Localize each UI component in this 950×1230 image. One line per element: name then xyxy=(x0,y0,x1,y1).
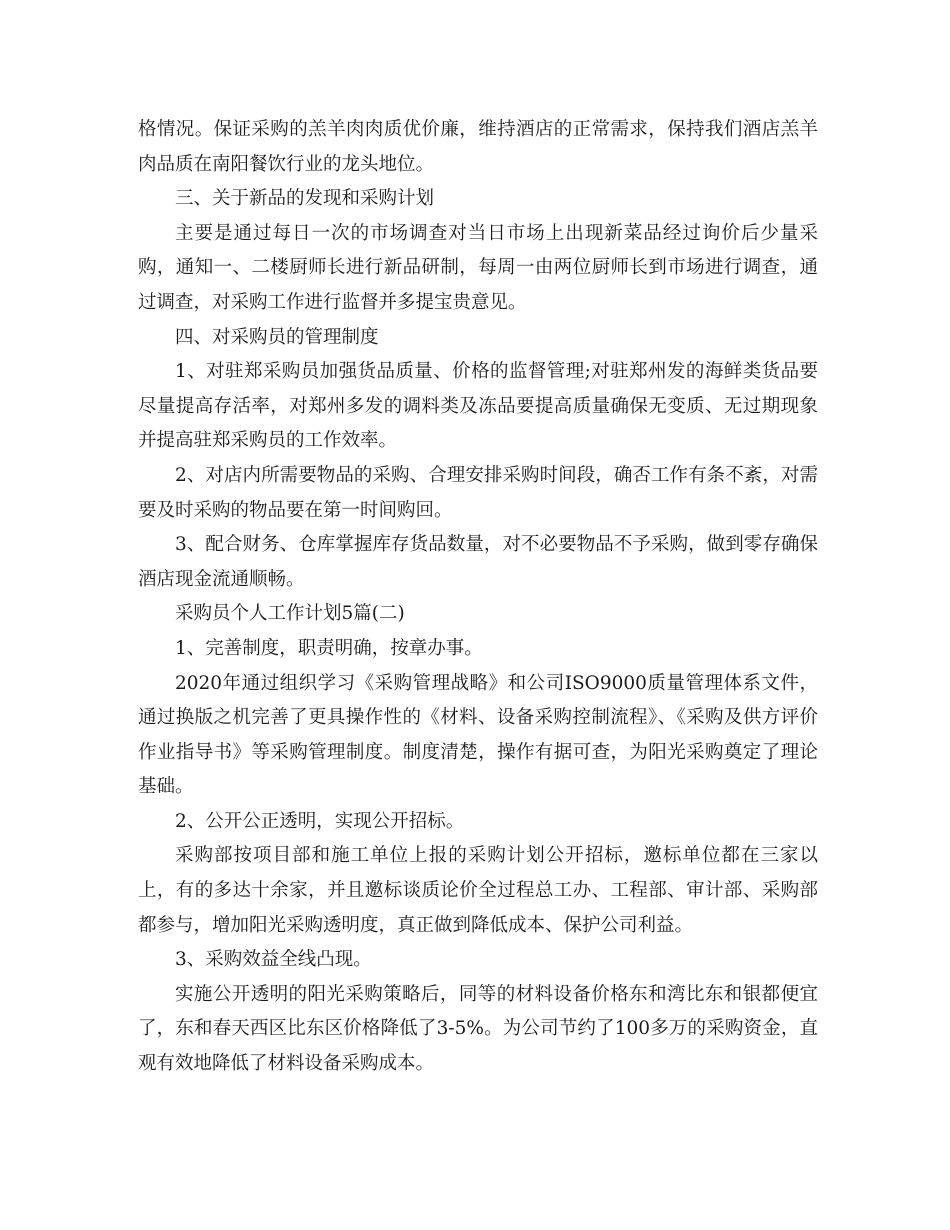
paragraph-cost-savings: 实施公开透明的阳光采购策略后，同等的材料设备价格东和湾比东和银都便宜了，东和春天西区比东区价格降低了3-5%。为公司节约了100多万的采购资金，直观有效地降低了材料设备采购成本。 xyxy=(138,983,818,1075)
section-heading-new-products: 三、关于新品的发现和采购计划 xyxy=(175,188,435,210)
paragraph-market-survey: 主要是通过每日一次的市场调查对当日市场上出现新菜品经过询价后少量采购，通知一、二楼厨师长进行新品研制，每周一由两位厨师长到市场进行调查，通过调查，对采购工作进行监督并多提宝贵意见。 xyxy=(138,222,818,313)
list-item-procurement-benefits: 3、采购效益全线凸现。 xyxy=(175,949,372,971)
list-item-open-tender: 2、公开公正透明，实现公开招标。 xyxy=(175,810,465,832)
list-item-store-purchasing: 2、对店内所需要物品的采购、合理安排采购时间段，确否工作有条不紊，对需要及时采购的物品要在第一时间购回。 xyxy=(138,464,818,521)
list-item-zhengzhou-buyer: 1、对驻郑采购员加强货品质量、价格的监督管理;对驻郑州发的海鲜类货品要尽量提高存活率，对郑州多发的调料类及冻品要提高质量确保无变质、无过期现象并提高驻郑采购员的工作效率。 xyxy=(138,361,818,452)
paragraph-tender-process: 采购部按项目部和施工单位上报的采购计划公开招标，邀标单位都在三家以上，有的多达十余家，并且邀标谈质论价全过程总工办、工程部、审计部、采购部都参与，增加阳光采购透明度，真正做到降低成本、保护公司利益。 xyxy=(138,845,818,936)
paragraph-continuation: 格情况。保证采购的羔羊肉肉质优价廉，维持酒店的正常需求，保持我们酒店羔羊肉品质在南阳餐饮行业的龙头地位。 xyxy=(138,119,818,175)
paragraph-iso9000: 2020年通过组织学习《采购管理战略》和公司ISO9000质量管理体系文件，通过换版之机完善了更具操作性的《材料、设备采购控制流程》、《采购及供方评价作业指导书》等采购管理制度。制度清楚，操作有据可查，为阳光采购奠定了理论基础。 xyxy=(138,672,818,798)
section-heading-buyer-management: 四、对采购员的管理制度 xyxy=(175,326,379,348)
document-body xyxy=(138,113,818,1082)
list-item-improve-system: 1、完善制度，职责明确，按章办事。 xyxy=(175,637,483,659)
list-item-inventory-finance: 3、配合财务、仓库掌握库存货品数量，对不必要物品不予采购，做到零存确保酒店现金流通顺畅。 xyxy=(138,534,818,590)
article-heading-part-two: 采购员个人工作计划5篇(二) xyxy=(175,603,405,625)
